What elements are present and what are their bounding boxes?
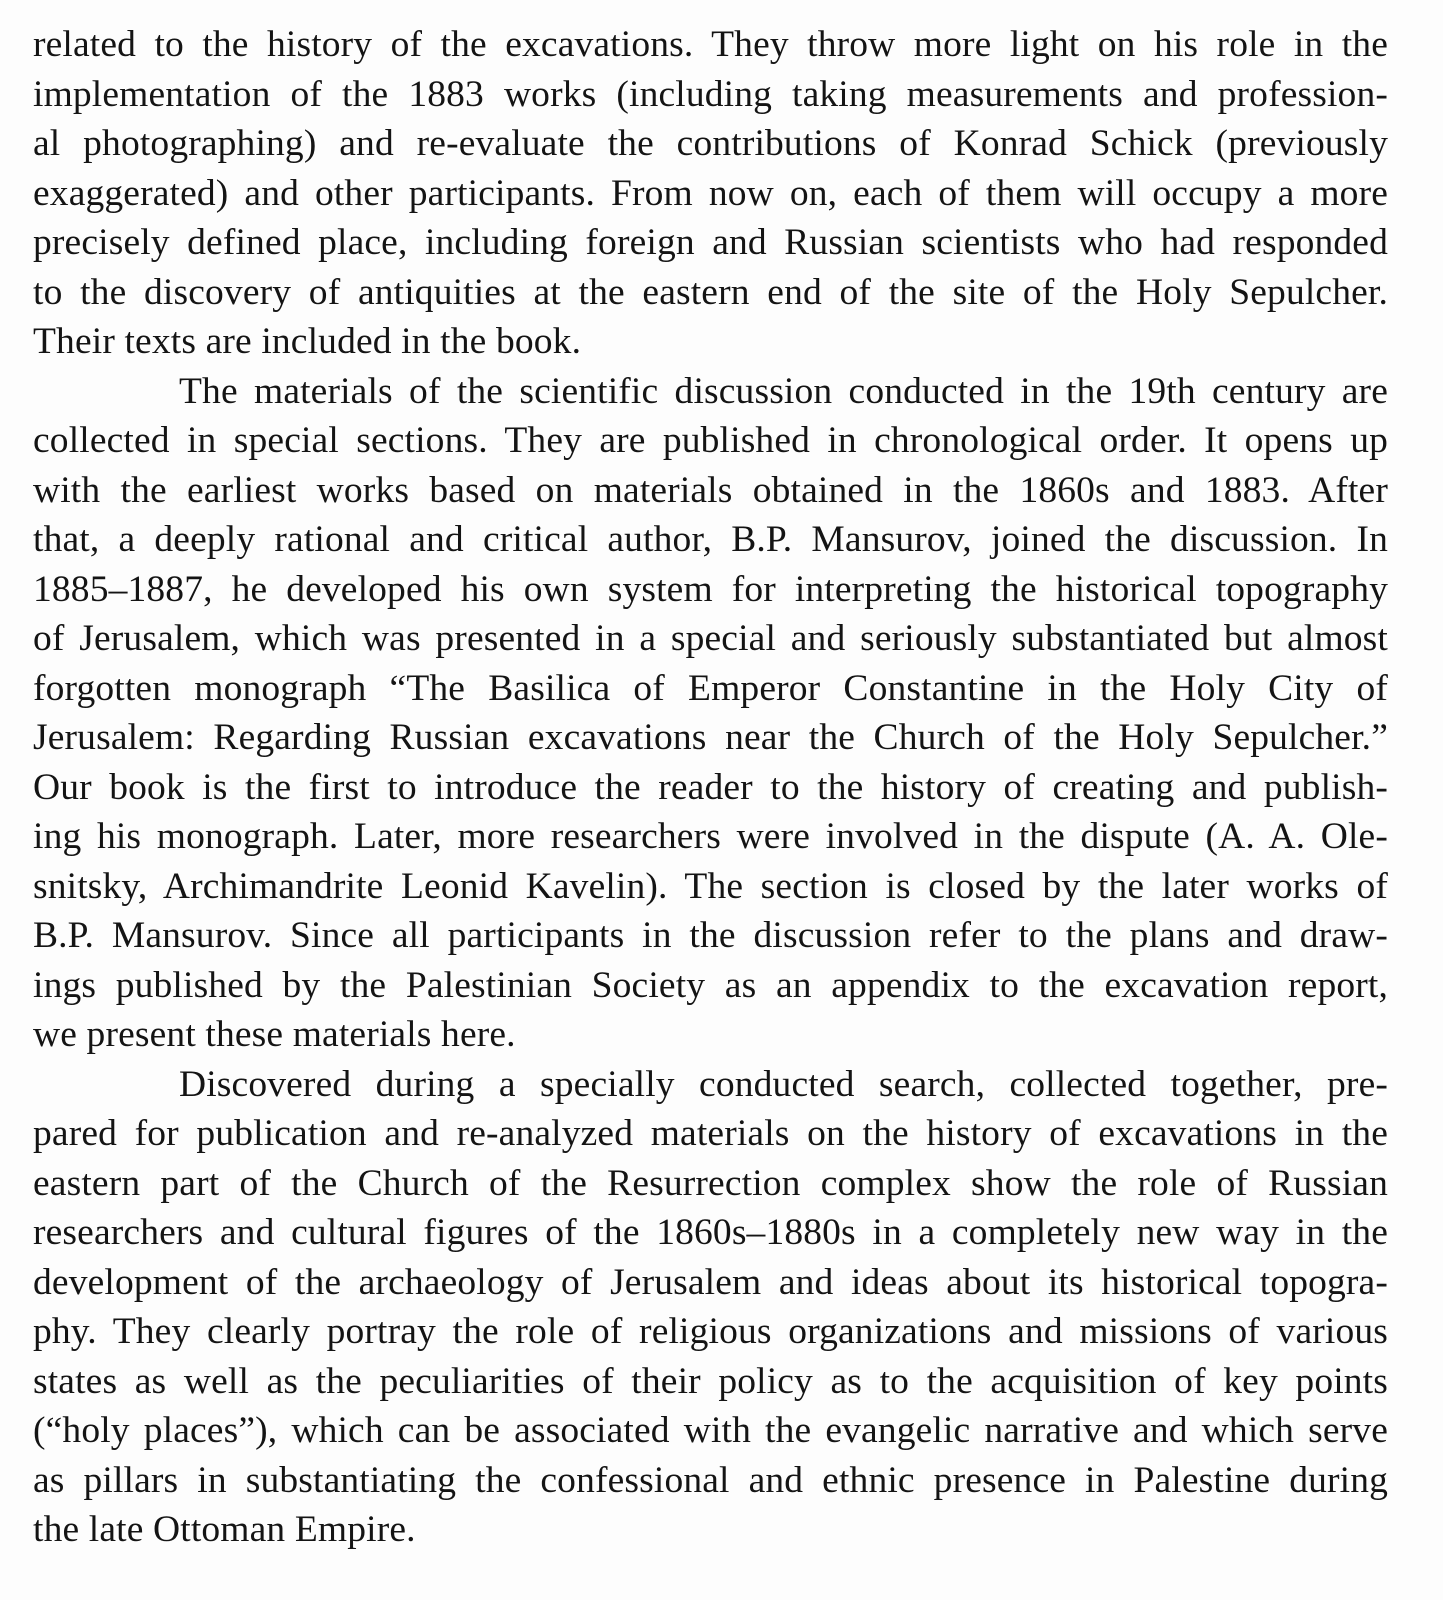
- text-line: the late Ottoman Empire.: [33, 1509, 416, 1550]
- text-line: collected in special sections. They are published in chronological order. It opens up: [33, 420, 1388, 461]
- text-line: precisely defined place, including foreign and Russian scientists who had responded: [33, 222, 1388, 263]
- paragraph-2: [33, 367, 1388, 1060]
- text-line: pared for publication and re-analyzed materials on the history of excavations in the: [33, 1113, 1388, 1154]
- text-line: as pillars in substantiating the confessional and ethnic presence in Palestine during: [33, 1459, 1388, 1501]
- text-line: B.P. Mansurov. Since all participants in the discussion refer to the plans and draw-: [33, 915, 1388, 956]
- text-line: related to the history of the excavations. They throw more light on his role in the: [33, 24, 1388, 65]
- text-line: exaggerated) and other participants. From now on, each of them will occupy a more: [33, 172, 1388, 214]
- text-line: we present these materials here.: [33, 1014, 516, 1055]
- text-line: states as well as the peculiarities of their policy as to the acquisition of key points: [33, 1360, 1388, 1402]
- paragraph-1: [33, 20, 1388, 367]
- text-line: with the earliest works based on materials obtained in the 1860s and 1883. After: [33, 469, 1388, 511]
- text-line: Discovered during a specially conducted search, collected together, pre-: [179, 1063, 1388, 1105]
- text-line: 1885–1887, he developed his own system for interpreting the historical topography: [33, 568, 1388, 610]
- text-line: of Jerusalem, which was presented in a special and seriously substantiated but almost: [33, 618, 1388, 659]
- text-line: to the discovery of antiquities at the eastern end of the site of the Holy Sepulcher.: [33, 271, 1388, 313]
- text-line: Our book is the first to introduce the reader to the history of creating and publish-: [33, 766, 1388, 808]
- text-line: eastern part of the Church of the Resurrection complex show the role of Russian: [33, 1162, 1388, 1204]
- text-line: Jerusalem: Regarding Russian excavations near the Church of the Holy Sepulcher.”: [33, 717, 1388, 758]
- text-line: phy. They clearly portray the role of religious organizations and missions of various: [33, 1311, 1388, 1352]
- text-line: The materials of the scientific discussion conducted in the 19th century are: [179, 370, 1388, 412]
- text-line: (“holy places”), which can be associated with the evangelic narrative and which serve: [33, 1410, 1388, 1451]
- text-line: researchers and cultural figures of the 1860s–1880s in a completely new way in the: [33, 1212, 1388, 1253]
- paragraph-3: [33, 1060, 1388, 1555]
- text-line: implementation of the 1883 works (including taking measurements and profession-: [33, 73, 1388, 115]
- text-line: that, a deeply rational and critical author, B.P. Mansurov, joined the discussion. In: [33, 519, 1388, 560]
- text-line: forgotten monograph “The Basilica of Emperor Constantine in the Holy City of: [33, 667, 1388, 709]
- text-line: snitsky, Archimandrite Leonid Kavelin). The section is closed by the later works of: [33, 865, 1388, 907]
- text-line: ing his monograph. Later, more researchers were involved in the dispute (A. A. Ole-: [33, 816, 1388, 857]
- text-line: ings published by the Palestinian Society as an appendix to the excavation report,: [33, 964, 1388, 1006]
- text-line: al photographing) and re-evaluate the contributions of Konrad Schick (previously: [33, 123, 1388, 164]
- text-line: development of the archaeology of Jerusalem and ideas about its historical topogra-: [33, 1261, 1388, 1303]
- text-line: Their texts are included in the book.: [33, 321, 582, 362]
